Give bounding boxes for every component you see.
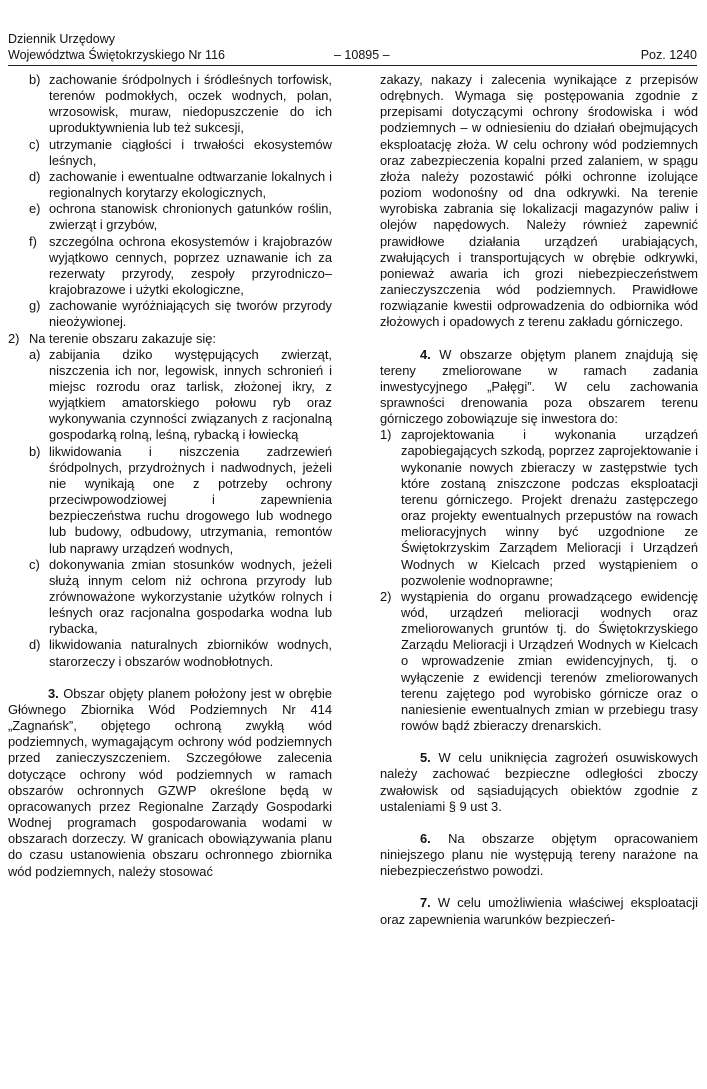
paragraph-4	[380, 347, 698, 428]
list-item	[8, 331, 332, 347]
list-item-text: utrzymanie ciągłości i trwałości ekosystemów leśnych,	[49, 136, 332, 168]
paragraph-text: W celu uniknięcia zagrożeń osuwiskowych należy zachować bezpieczne odległości zboczy zwałowisk od sąsiadujących obiektów zgodnie z ustaleniami § 9 ust 3.	[380, 750, 698, 814]
page-header	[8, 32, 697, 63]
list-item	[8, 637, 332, 669]
paragraph-7	[380, 895, 698, 927]
paragraph-number: 6.	[420, 830, 431, 846]
list-marker: b)	[29, 443, 41, 459]
list-item-text: zaprojektowania i wykonania urządzeń zapobiegających szkodą, poprzez zaprojektowanie i wykonanie nowych zbieraczy w zastępstwie tych które zostaną zniszczone podczas eksploatacji terenu górniczego. Projekt drenażu zastępczego oraz projekty ewentualnych przepustów na rowach melioracyjnych winny być uzgodnione ze Świętokrzyskim Zarządem Melioracji i Urządzeń Wodnych w Kielcach przed wystąpieniem o pozwolenie wodnoprawne;	[401, 427, 698, 588]
list-item-text: likwidowania naturalnych zbiorników wodnych, starorzeczy i obszarów wodnobłotnych.	[49, 637, 332, 669]
list-marker: 1)	[380, 427, 392, 443]
page-number: – 10895 –	[334, 48, 390, 62]
paragraph-6	[380, 831, 698, 879]
list-marker: f)	[29, 233, 37, 249]
list-marker: g)	[29, 298, 41, 314]
paragraph-number: 4.	[420, 346, 431, 362]
paragraph-text: Obszar objęty planem położony jest w obrębie Głównego Zbiornika Wód Podziemnych Nr 414 „Zagnańsk”, objętego ochroną zwykłą wód podziemnych, wymagającym ochrony wód podziemnych przed zanieczyszczeniem. Szczegółowe zalecenia dotyczące ochrony wód podziemnych w ramach obszarów ochronnych GZWP określone będą w opracowanych przez Regionalne Zarządy Gospodarki Wodnej programach gospodarowania wodami w obszarach dorzeczy. W granicach obowiązywania planu do czasu ustanowienia obszaru ochronnego zbiornika wód podziemnych, należy stosować	[8, 685, 332, 879]
list-item	[8, 137, 332, 169]
paragraph-number: 3.	[48, 685, 59, 701]
list-item	[8, 347, 332, 444]
list-item	[8, 444, 332, 557]
list-marker: 2)	[380, 588, 392, 604]
list-item-text: zachowanie i ewentualne odtwarzanie lokalnych i regionalnych korytarzy ekologicznych,	[49, 168, 332, 201]
paragraph-5	[380, 750, 698, 815]
list-prohibitions	[8, 347, 332, 670]
list-marker: d)	[29, 637, 41, 653]
header-row-1	[8, 32, 697, 47]
list-marker: d)	[29, 168, 41, 184]
list-marker: 2)	[8, 330, 20, 346]
list-item-text: Na terenie obszaru zakazuje się:	[29, 330, 217, 346]
header-divider	[8, 65, 697, 66]
list-item	[8, 557, 332, 638]
list-item-text: likwidowania i niszczenia zadrzewień śródpolnych, przydrożnych i nadwodnych, jeżeli nie wynikają one z potrzeby ochrony przeciwpowodziowej i zapewnienia bezpieczeństwa ruchu drogowego lub wodnego lub budowy, odbudowy, utrzymania, remontów lub naprawy urządzeń wodnych,	[49, 443, 332, 556]
paragraph-number: 5.	[420, 750, 431, 766]
list-marker: b)	[29, 72, 41, 87]
journal-title: Dziennik Urzędowy	[8, 32, 115, 46]
journal-subtitle: Województwa Świętokrzyskiego Nr 116	[8, 48, 225, 62]
paragraph-text: W celu umożliwienia właściwej eksploatacji oraz zapewnienia warunków bezpieczeń-	[380, 895, 698, 927]
right-column	[380, 72, 698, 928]
list-item	[380, 589, 698, 734]
paragraph-number: 7.	[420, 895, 431, 911]
left-column	[8, 72, 332, 880]
paragraph-3	[8, 686, 332, 880]
list-item-text: zachowanie wyróżniających się tworów przyrody nieożywionej.	[49, 298, 332, 330]
list-marker: a)	[29, 346, 41, 362]
list-item	[8, 201, 332, 233]
list-item	[380, 427, 698, 589]
list-marker: c)	[29, 556, 40, 572]
list-item-text: wystąpienia do organu prowadzącego ewidencję wód, urządzeń melioracji wodnych oraz zmeliorowanych gruntów tj. do Świętokrzyskiego Zarządu Melioracji i Urządzeń Wodnych w Kielcach o wprowadzenie zmian ewidencyjnych, tj. o wyłączenie z ewidencji terenów zmeliorowanych terenu zajętego pod wyrobisko górnicze oraz o naniesienie ewentualnych zmian w przebiegu trasy rowów bądź zbieraczy drenarskich.	[401, 588, 698, 734]
list-item-text: zachowanie śródpolnych i śródleśnych torfowisk, terenów podmokłych, oczek wodnych, polan, wrzosowisk, muraw, niedopuszczenie do ich uproduktywnienia lub też sukcesji,	[49, 72, 332, 136]
list-item-text: dokonywania zmian stosunków wodnych, jeżeli służą innym celom niż ochrona przyrody lub zrównoważone wykorzystanie użytków rolnych i leśnych oraz racjonalna gospodarka wodna lub rybacka,	[49, 556, 332, 637]
list-item-text: ochrona stanowisk chronionych gatunków roślin, zwierząt i grzybów,	[49, 201, 332, 233]
paragraph-text: W obszarze objętym planem znajdują się tereny zmeliorowane w ramach zadania inwestycyjnego „Pałęgi”. W celu zachowania sprawności drenowania poza obszarem terenu górniczego zobowiązuje się inwestora do:	[380, 346, 698, 427]
list-item	[8, 169, 332, 201]
list-item	[8, 234, 332, 299]
list-marker: e)	[29, 201, 41, 217]
list-item-text: zabijania dziko występujących zwierząt, niszczenia ich nor, legowisk, innych schronień i miejsc rozrodu oraz tarlisk, złożonej ikry, z wyjątkiem amatorskiego połowu ryb oraz wykonywania czynności związanych z racjonalną gospodarką rolną, leśną, rybacką i łowiecką	[49, 346, 332, 443]
paragraph-3-continued: zakazy, nakazy i zalecenia wynikające z przepisów odrębnych. Wymaga się postępowania zgodnie z przepisami dotyczącymi ochrony środowiska i wód podziemnych – w odniesieniu do działań obejmujących eksploatację złoża. W celu ochrony wód podziemnych oraz zabezpieczenia kopalni przed zalaniem, w spągu złoża należy pozostawić półki ochronne izolujące poziom wodonośny od dna odkrywki. Na terenie wyrobiska zabrania się lokalizacji magazynów paliw i olejów napędowych. Należy również zapewnić prawidłowe działania urządzeń urabiających, zwałujących i transportujących w obrębie odkrywki, ponieważ awaria ich grozi niebezpieczeństwem zanieczyszczenia wód podziemnych. Prawidłowe rozwiązanie kwestii odprowadzenia do odbiornika wód złożowych i opadowych z terenu zakładu górniczego.	[380, 72, 698, 330]
list-investor-obligations	[380, 427, 698, 734]
paragraph-text: Na obszarze objętym opracowaniem niniejszego planu nie występują tereny narażone na niebezpieczeństwo powodzi.	[380, 830, 698, 879]
list-item-text: szczególna ochrona ekosystemów i krajobrazów wyjątkowo cennych, poprzez uznawanie ich za rezerwaty przyrody, zespoły przyrodniczo–krajobrazowe i użytki ekologiczne,	[49, 233, 332, 298]
list-item	[8, 298, 332, 330]
list-marker: c)	[29, 136, 40, 152]
list-protection-goals	[8, 72, 332, 331]
list-item	[8, 72, 332, 137]
position-number: Poz. 1240	[640, 48, 697, 62]
